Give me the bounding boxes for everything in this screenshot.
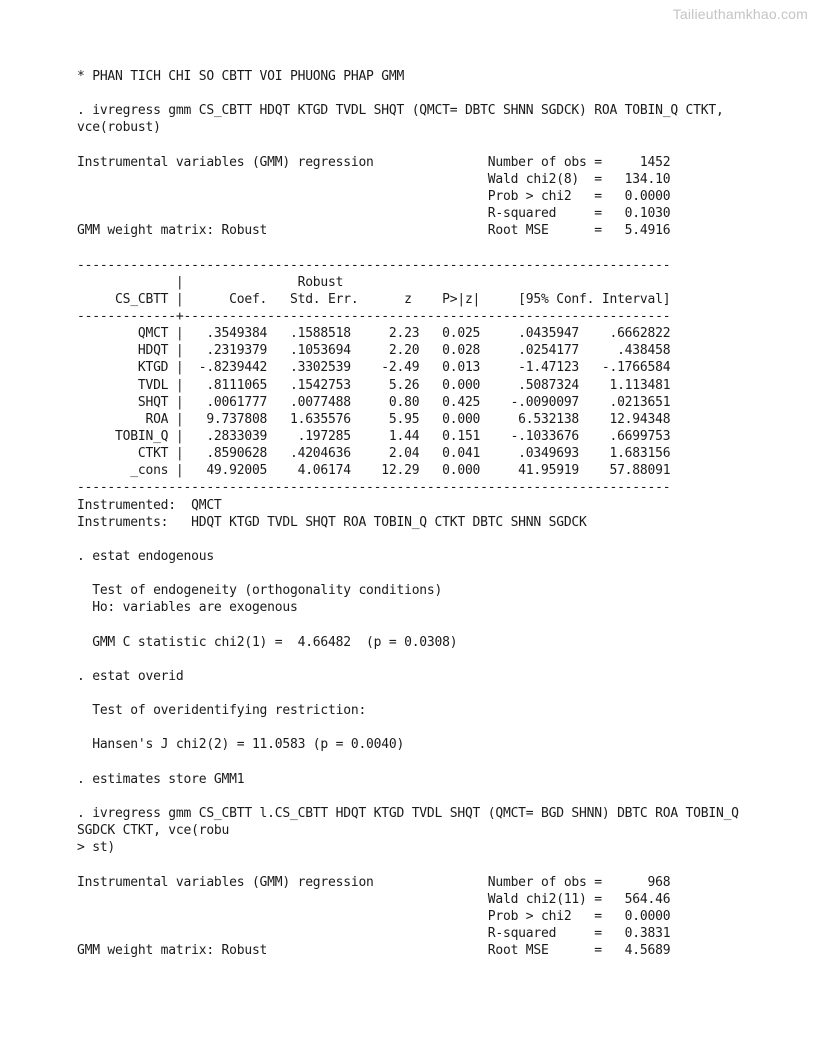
output-line <box>77 685 739 702</box>
output-line: KTGD | -.8239442 .3302539 -2.49 0.013 -1.47123 -.1766584 <box>77 360 671 376</box>
output-line: Test of overidentifying restriction: <box>77 703 367 719</box>
output-line: ------------------------------------------------------------------------------ <box>77 480 671 496</box>
output-line <box>77 856 739 873</box>
output-line: _cons | 49.92005 4.06174 12.29 0.000 41.95919 57.88091 <box>77 463 671 479</box>
output-line: | Robust <box>77 274 344 290</box>
output-line: . estat overid <box>77 668 184 684</box>
output-line: . ivregress gmm CS_CBTT HDQT KTGD TVDL SHQT (QMCT= DBTC SHNN SGDCK) ROA TOBIN_Q CTKT, <box>77 103 724 119</box>
output-line <box>77 788 739 805</box>
output-line <box>77 754 739 771</box>
output-line <box>77 137 739 154</box>
output-line: SHQT | .0061777 .0077488 0.80 0.425 -.0090097 .0213651 <box>77 394 671 410</box>
output-line: R-squared = 0.3831 <box>77 926 671 942</box>
stata-output-log <box>77 68 739 959</box>
output-line <box>77 531 739 548</box>
output-line: Prob > chi2 = 0.0000 <box>77 908 671 924</box>
output-line: Wald chi2(11) = 564.46 <box>77 891 671 907</box>
output-line: ROA | 9.737808 1.635576 5.95 0.000 6.532138 12.94348 <box>77 411 671 427</box>
output-line: Ho: variables are exogenous <box>77 600 298 616</box>
output-line: QMCT | .3549384 .1588518 2.23 0.025 .0435947 .6662822 <box>77 326 671 342</box>
output-line: CS_CBTT | Coef. Std. Err. z P>|z| [95% Conf. Interval] <box>77 291 671 307</box>
output-line: Instrumental variables (GMM) regression Number of obs = 968 <box>77 874 671 890</box>
output-line: Instruments: HDQT KTGD TVDL SHQT ROA TOBIN_Q CTKT DBTC SHNN SGDCK <box>77 514 587 530</box>
output-line: Instrumental variables (GMM) regression Number of obs = 1452 <box>77 154 671 170</box>
output-line: vce(robust) <box>77 120 161 136</box>
output-line: > st) <box>77 840 116 856</box>
output-line <box>77 651 739 668</box>
output-line: R-squared = 0.1030 <box>77 206 671 222</box>
output-line: . estat endogenous <box>77 548 214 564</box>
output-line <box>77 565 739 582</box>
output-line <box>77 85 739 102</box>
output-line <box>77 719 739 736</box>
output-line: GMM weight matrix: Robust Root MSE = 5.4916 <box>77 223 671 239</box>
output-line: . ivregress gmm CS_CBTT l.CS_CBTT HDQT KTGD TVDL SHQT (QMCT= BGD SHNN) DBTC ROA TOBIN_Q <box>77 806 739 822</box>
output-line: Prob > chi2 = 0.0000 <box>77 188 671 204</box>
output-line: GMM weight matrix: Robust Root MSE = 4.5689 <box>77 943 671 959</box>
output-line: CTKT | .8590628 .4204636 2.04 0.041 .0349693 1.683156 <box>77 446 671 462</box>
output-line: * PHAN TICH CHI SO CBTT VOI PHUONG PHAP GMM <box>77 69 405 84</box>
output-line: GMM C statistic chi2(1) = 4.66482 (p = 0.0308) <box>77 634 458 650</box>
output-line <box>77 617 739 634</box>
output-line: TVDL | .8111065 .1542753 5.26 0.000 .5087324 1.113481 <box>77 377 671 393</box>
output-line: Hansen's J chi2(2) = 11.0583 (p = 0.0040) <box>77 737 405 753</box>
output-line: ------------------------------------------------------------------------------ <box>77 257 671 273</box>
output-line: Wald chi2(8) = 134.10 <box>77 171 671 187</box>
output-line: TOBIN_Q | .2833039 .197285 1.44 0.151 -.1033676 .6699753 <box>77 428 671 444</box>
watermark-text: Tailieuthamkhao.com <box>672 6 808 22</box>
output-line: Test of endogeneity (orthogonality conditions) <box>77 583 443 599</box>
output-line: SGDCK CTKT, vce(robu <box>77 823 230 839</box>
output-line: HDQT | .2319379 .1053694 2.20 0.028 .0254177 .438458 <box>77 343 671 359</box>
output-line: . estimates store GMM1 <box>77 771 245 787</box>
output-line <box>77 239 739 256</box>
output-line: Instrumented: QMCT <box>77 497 222 513</box>
output-line: -------------+---------------------------------------------------------------- <box>77 308 671 324</box>
